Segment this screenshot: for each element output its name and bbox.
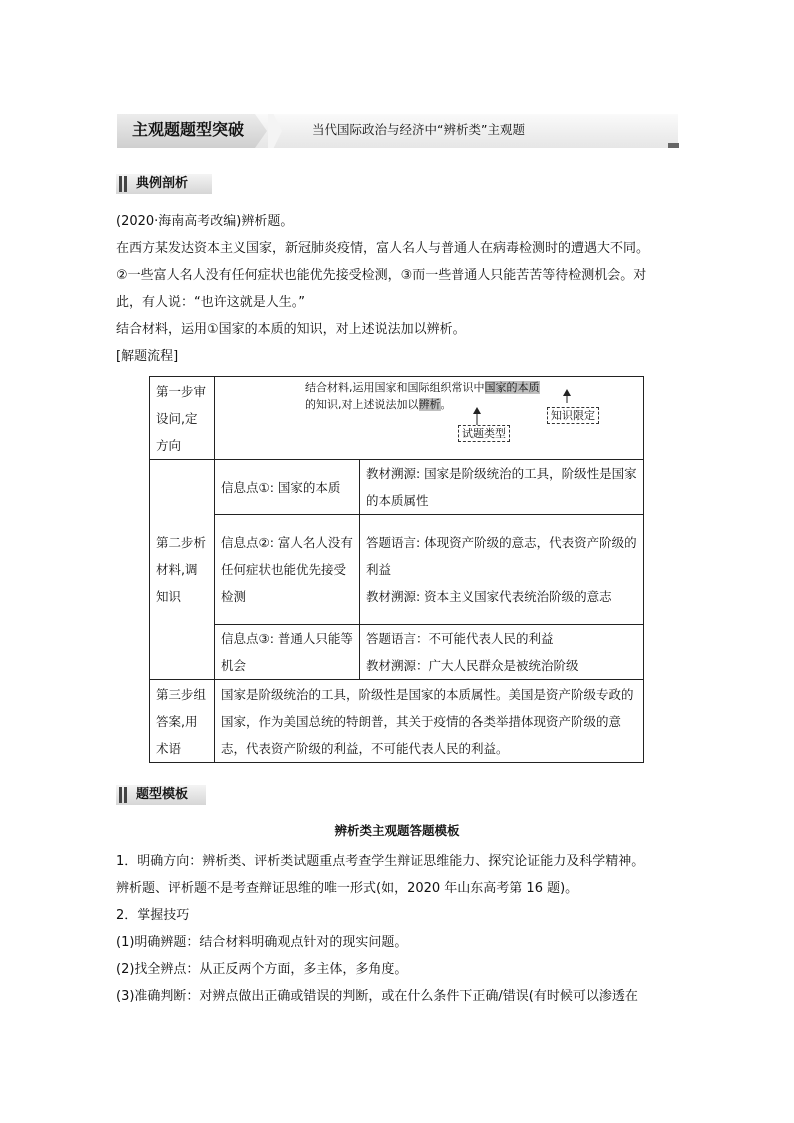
question-line-3: 此，有人说：“也许这就是人生。” (116, 295, 305, 310)
process-label: [解题流程] (116, 349, 179, 364)
section-label-template (116, 785, 206, 805)
step1-label: 第一步审设问,定方向 (150, 377, 215, 460)
info-point-1: 信息点①: 国家的本质 (215, 460, 360, 515)
step1-diagram: 结合材料,运用国家和国际组织常识中国家的本质 的知识,对上述说法加以辨析。 试题类型 知识限定 (215, 377, 644, 460)
solution-flow-table (149, 376, 644, 763)
question-line-2: ②一些富人名人没有任何症状也能优先接受检测，③而一些普通人只能苦苦等待检测机会。对 (116, 268, 647, 283)
info-point-1-detail: 教材溯源: 国家是阶级统治的工具，阶级性是国家的本质属性 (360, 460, 644, 515)
diagram-highlight-type: 辨析 (418, 398, 441, 411)
info-point-3-answer: 答题语言：不可能代表人民的利益 (366, 631, 554, 646)
section-title: 主观题题型突破 (132, 120, 245, 139)
section-label-example (116, 174, 212, 194)
info-point-3: 信息点③: 普通人只能等机会 (215, 625, 360, 680)
info-point-2: 信息点②: 富人名人没有任何症状也能优先接受检测 (215, 515, 360, 625)
section-label-text: 典例剖析 (136, 176, 189, 191)
template-point-2-1: (1)明确辨题：结合材料明确观点针对的现实问题。 (116, 935, 408, 950)
info-point-3-detail (360, 625, 644, 680)
template-point-2: 2．掌握技巧 (116, 908, 190, 923)
header-end-mark (668, 143, 679, 148)
diagram-text-1: 结合材料,运用国家和国际组织常识中 (305, 381, 485, 394)
template-point-2-2: (2)找全辨点：从正反两个方面，多主体，多角度。 (116, 962, 408, 977)
step3-label: 第三步组答案,用术语 (150, 680, 215, 763)
section-label-text: 题型模板 (136, 787, 189, 802)
template-point-1b: 辨析题、评析题不是考查辩证思维的唯一形式(如，2020 年山东高考第 16 题)。 (116, 881, 579, 896)
tag-knowledge-scope: 知识限定 (547, 407, 599, 424)
step2-label: 第二步析材料,调知识 (150, 460, 215, 680)
diagram-highlight-scope: 国家的本质 (484, 381, 540, 394)
diagram-text-2: 的知识,对上述说法加以 (305, 398, 419, 411)
question-line-1: 在西方某发达资本主义国家，新冠肺炎疫情，富人名人与普通人在病毒检测时的遭遇大不同。 (116, 241, 650, 256)
template-point-2-3: (3)准确判断：对辨点做出正确或错误的判断，或在什么条件下正确/错误(有时候可以渗透在 (116, 989, 638, 1004)
template-point-1: 1．明确方向：辨析类、评析类试题重点考查学生辩证思维能力、探究论证能力及科学精神。 (116, 854, 645, 869)
info-point-2-detail (360, 515, 644, 625)
template-title: 辨析类主观题答题模板 (334, 823, 460, 838)
info-point-2-answer: 答题语言: 体现资产阶级的意志，代表资产阶级的利益 (366, 535, 637, 577)
step3-answer: 国家是阶级统治的工具，阶级性是国家的本质属性。美国是资产阶级专政的国家，作为美国总统的特朗普，其关于疫情的各类举措体现资产阶级的意志，代表资产阶级的利益，不可能代表人民的利益。 (215, 680, 644, 763)
section-subtitle: 当代国际政治与经济中“辨析类”主观题 (312, 122, 525, 137)
info-point-2-source: 教材溯源: 资本主义国家代表统治阶级的意志 (366, 589, 612, 604)
question-line-4: 结合材料，运用①国家的本质的知识，对上述说法加以辨析。 (116, 322, 466, 337)
question-source: (2020·海南高考改编)辨析题。 (116, 214, 294, 229)
tag-question-type: 试题类型 (458, 425, 510, 442)
info-point-3-source: 教材溯源：广大人民群众是被统治阶级 (366, 658, 579, 673)
